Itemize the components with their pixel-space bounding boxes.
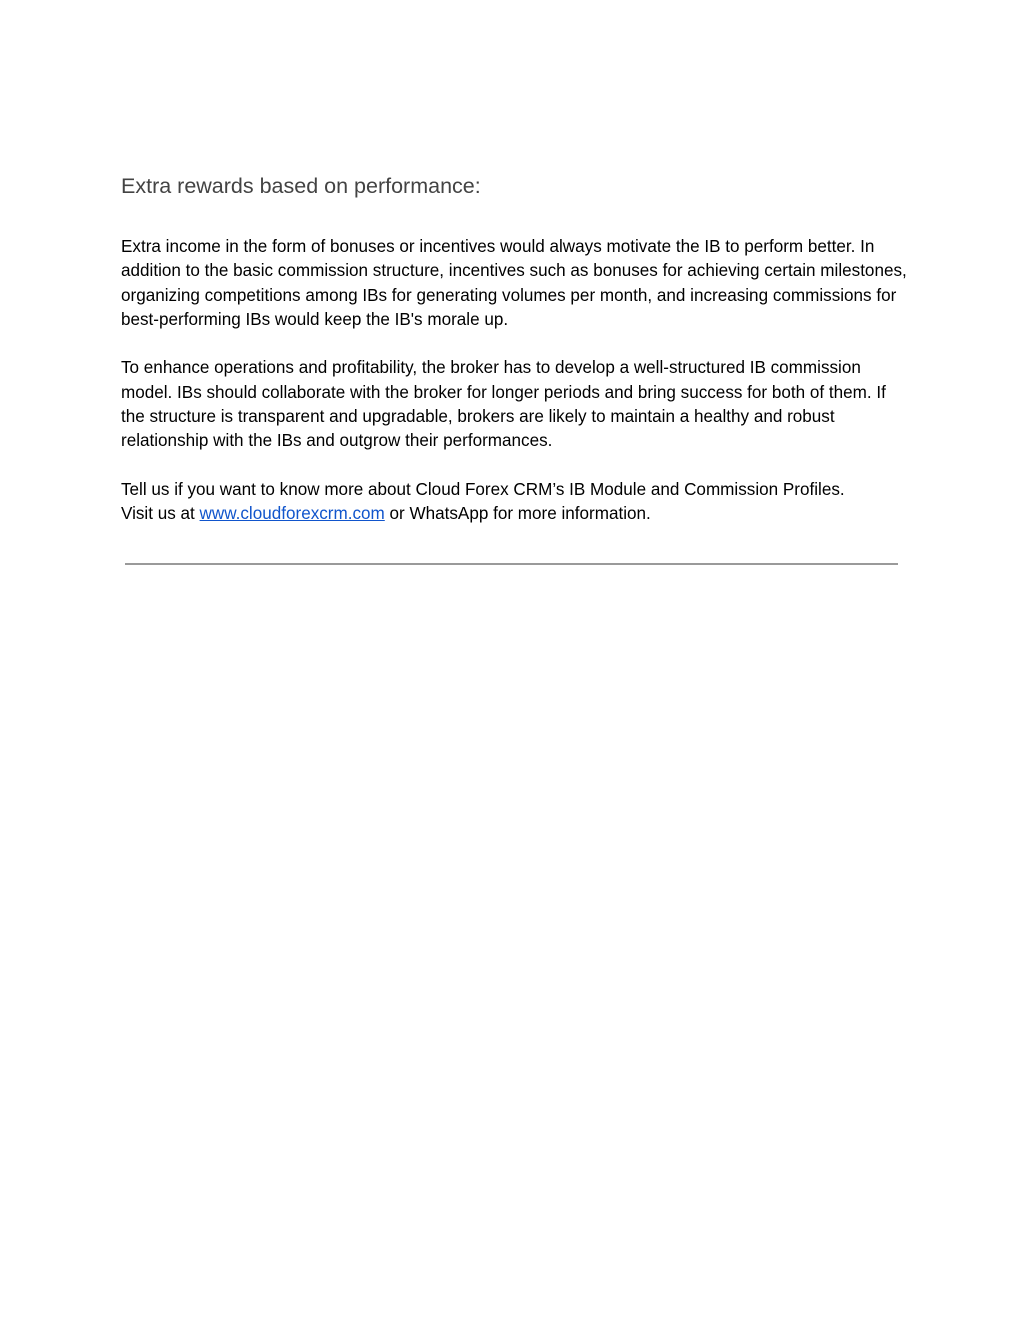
document-page [121,170,911,527]
paragraph-bonuses: Extra income in the form of bonuses or incentives would always motivate the IB to perform better. In addition to the basic commission structure, incentives such as bonuses for achieving certain milestones, organizing competitions among IBs for generating volumes per month, and increasing commissions for best-performing IBs would keep the IB's morale up. [121,237,907,329]
horizontal-divider [125,563,898,565]
paragraph-commission-model: To enhance operations and profitability, the broker has to develop a well-structured IB commission model. IBs should collaborate with the broker for longer periods and bring success for both of them. If the structure is transparent and upgradable, brokers are likely to maintain a healthy and robust relationship with the IBs and outgrow their performances. [121,358,886,451]
contact-line-2-prefix: Visit us at [121,504,200,524]
contact-line-2-suffix: or WhatsApp for more information. [384,504,651,524]
website-link[interactable]: www.cloudforexcrm.com [199,504,385,524]
paragraph-contact [121,478,911,527]
section-heading: Extra rewards based on performance: [121,174,481,198]
contact-line-1: Tell us if you want to know more about Cloud Forex CRM’s IB Module and Commission Profiles. [121,479,845,499]
